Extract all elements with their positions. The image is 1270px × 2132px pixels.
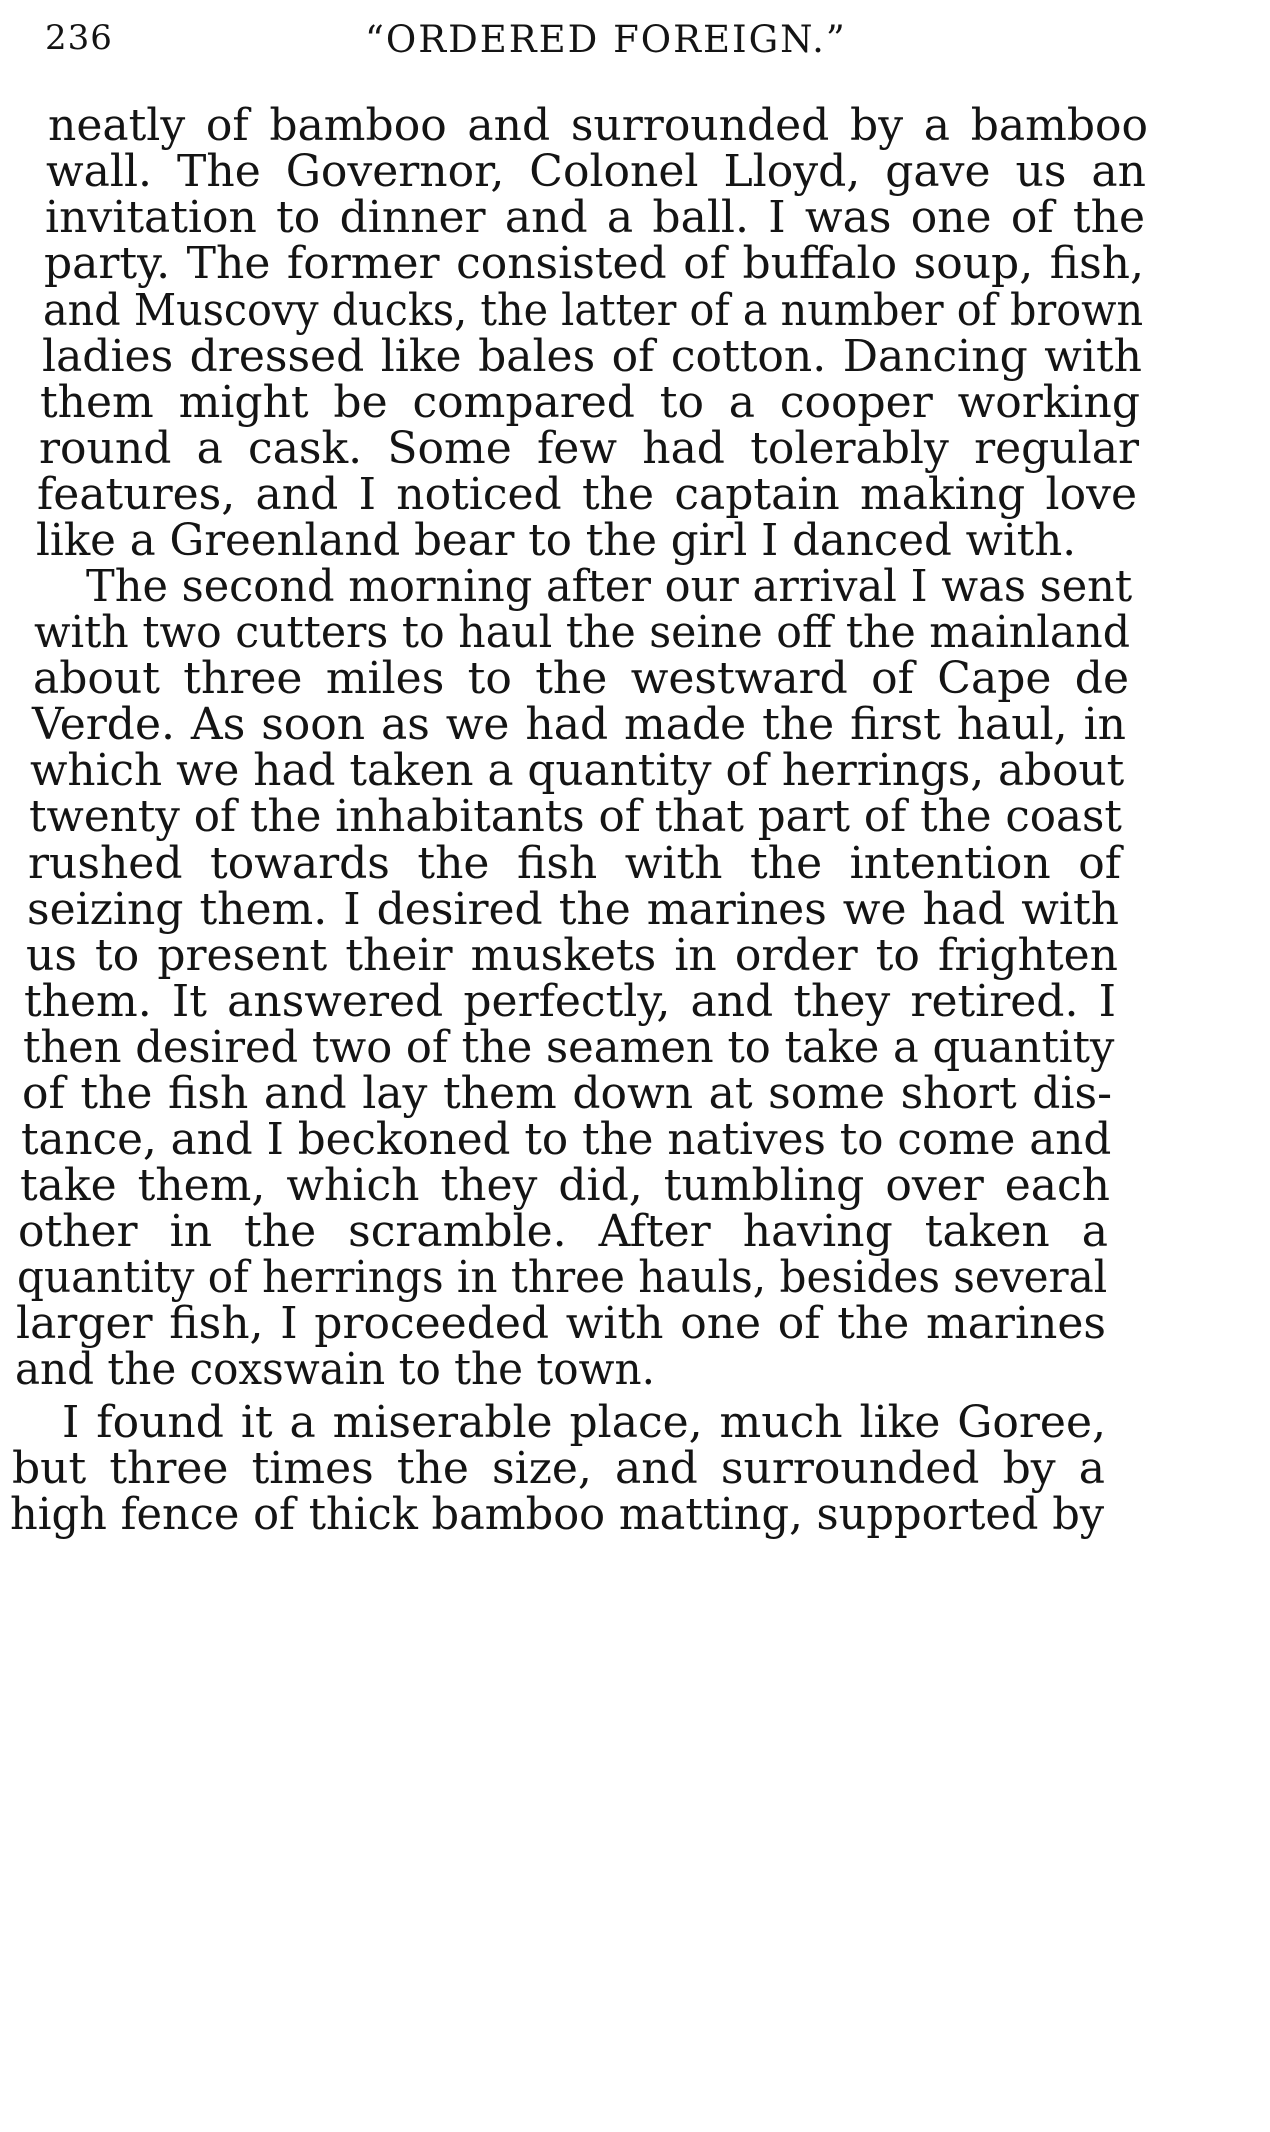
text-line: other in the scramble. After having taken a <box>18 1206 1108 1257</box>
text-line: of the fish and lay them down at some short dis- <box>22 1068 1112 1119</box>
running-title: “ORDERED FOREIGN.” <box>365 18 847 61</box>
text-line: but three times the size, and surrounded by a <box>12 1443 1105 1494</box>
text-line: round a cask. Some few had tolerably regular <box>39 423 1139 474</box>
text-line: quantity of herrings in three hauls, besides several <box>17 1252 1108 1303</box>
text-line: rushed towards the fish with the intention of <box>28 838 1121 889</box>
running-head <box>45 10 1145 70</box>
text-line: high fence of thick bamboo matting, supported by <box>10 1489 1105 1540</box>
text-line: tance, and I beckoned to the natives to come and <box>21 1114 1112 1165</box>
text-line: then desired two of the seamen to take a quantity <box>23 1022 1115 1073</box>
text-line: and the coxswain to the town. <box>15 1344 655 1395</box>
text-line: take them, which they did, tumbling over each <box>20 1160 1110 1211</box>
text-line: ladies dressed like bales of cotton. Dancing with <box>42 331 1142 382</box>
text-line: features, and I noticed the captain making love <box>37 469 1137 520</box>
text-line: with two cutters to haul the seine off the mainland <box>34 607 1131 658</box>
text-line: larger fish, I proceeded with one of the marines <box>16 1298 1106 1349</box>
text-line: them. It answered perfectly, and they retired. I <box>24 976 1116 1027</box>
text-line: like a Greenland bear to the girl I danced with. <box>36 515 1077 566</box>
page-number: 236 <box>45 18 113 58</box>
text-line: invitation to dinner and a ball. I was one of the <box>45 192 1145 243</box>
text-line: party. The former consisted of buffalo soup, fish, <box>44 238 1144 289</box>
text-line: and Muscovy ducks, the latter of a number of brown <box>43 285 1144 336</box>
text-line: twenty of the inhabitants of that part of the coast <box>29 791 1122 842</box>
text-line: Verde. As soon as we had made the first haul, in <box>32 699 1126 750</box>
text-line: about three miles to the westward of Cape de <box>33 653 1129 704</box>
text-line: The second morning after our arrival I was sent <box>86 561 1133 612</box>
text-line: them might be compared to a cooper working <box>40 377 1140 428</box>
text-line: neatly of bamboo and surrounded by a bamboo <box>48 100 1148 151</box>
text-line: seizing them. I desired the marines we had with <box>27 884 1119 935</box>
text-line: which we had taken a quantity of herrings, about <box>30 745 1125 796</box>
text-line: us to present their muskets in order to frighten <box>26 930 1118 981</box>
text-line: wall. The Governor, Colonel Lloyd, gave us an <box>46 146 1146 197</box>
text-line: I found it a miserable place, much like Goree, <box>62 1397 1106 1448</box>
